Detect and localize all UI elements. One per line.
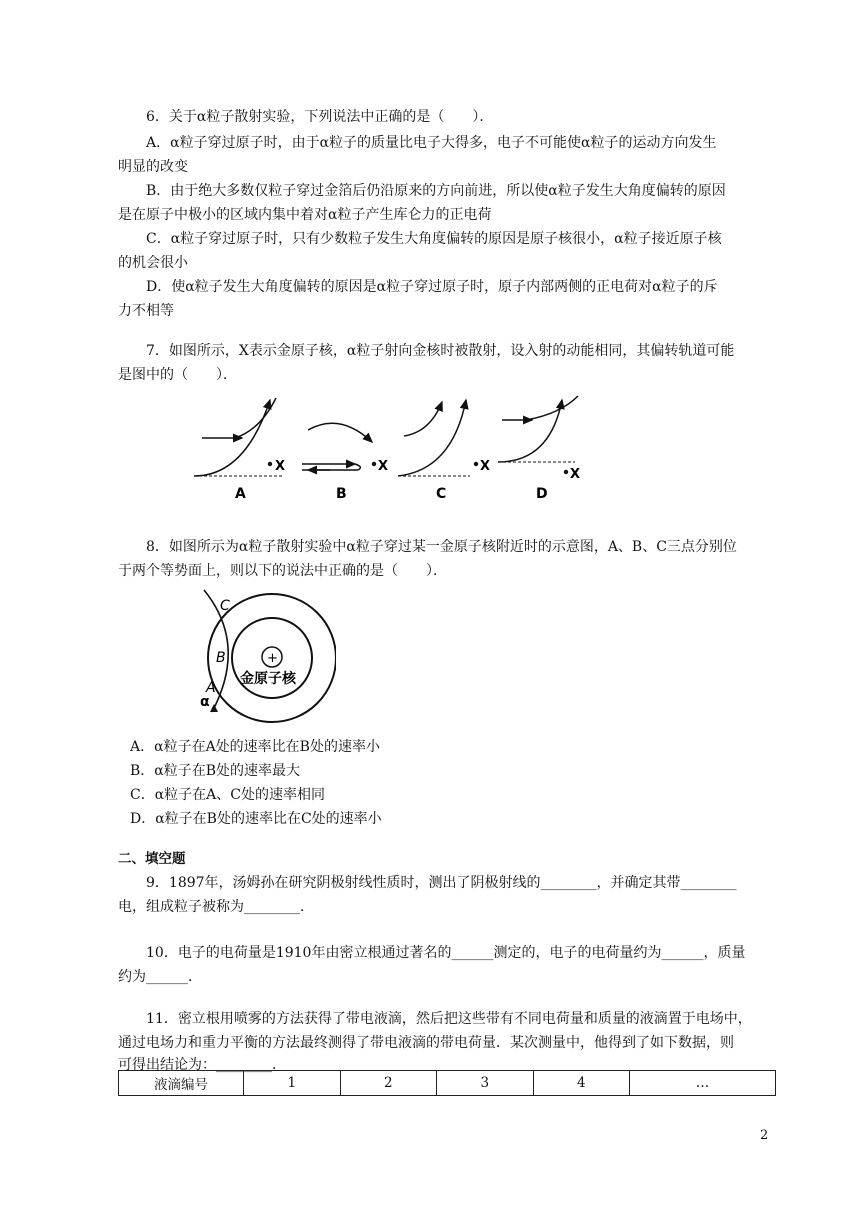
q7-stem-cont: 是图中的（ ）． (118, 367, 237, 383)
q8-point-c-label: C (220, 598, 230, 614)
q8-option-b: B．α粒子在B处的速率最大 (130, 763, 301, 779)
q6-option-c-cont: 的机会很小 (118, 255, 188, 271)
q8-stem-cont: 于两个等势面上，则以下的说法中正确的是（ ）． (118, 563, 447, 579)
q7-panel-a-label: A (235, 486, 246, 502)
q11-stem: 11．密立根用喷雾的方法获得了带电液滴，然后把这些带有不同电荷量和质量的液滴置于电场中， (146, 1011, 752, 1027)
q6-stem: 6．关于α粒子散射实验，下列说法中正确的是（ ）． (146, 109, 494, 125)
q8-alpha-label: α (200, 694, 210, 710)
q7-stem: 7．如图所示，X表示金原子核，α粒子射向金核时被散射，设入射的动能相同，其偏转轨道可能 (146, 343, 735, 359)
q8-option-d: D．α粒子在B处的速率比在C处的速率小 (130, 811, 382, 827)
table-header-cell: 液滴编号 (119, 1071, 244, 1096)
q7-panel-c-label: C (436, 486, 447, 502)
q7-panel-b-x-label: X (378, 459, 389, 474)
q8-option-c: C．α粒子在A、C处的速率相同 (130, 787, 325, 803)
q8-trajectory-arrow (210, 704, 218, 712)
q7-panel-d-label: D (536, 486, 548, 502)
q6-option-b: B．由于绝大多数仅粒子穿过金箔后仍沿原来的方向前进，所以使α粒子发生大角度偏转的原因 (146, 183, 726, 199)
q7-panel-c-x-label: X (480, 459, 491, 474)
q8-plus-sign: + (267, 651, 278, 666)
q8-equipotential-figure (196, 588, 336, 728)
q6-option-c: C．α粒子穿过原子时，只有少数粒子发生大角度偏转的原因是原子核很小，α粒子接近原子核 (146, 231, 722, 247)
q7-panel-b (302, 423, 388, 502)
q9-stem: 9．1897年，汤姆孙在研究阴极射线性质时，测出了阴极射线的________，并确定其带________ (146, 875, 737, 891)
q11-data-table (118, 1070, 776, 1096)
q11-stem-cont: 通过电场力和重力平衡的方法最终测得了带电液滴的带电荷量．某次测量中，他得到了如下数据，则 (118, 1035, 734, 1051)
q8-stem: 8．如图所示为α粒子散射实验中α粒子穿过某一金原子核附近时的示意图，A、B、C三点分别位 (146, 539, 737, 555)
q6-option-a-cont: 明显的改变 (118, 159, 188, 175)
q7-panel-b-label: B (336, 486, 347, 502)
q7-panel-d (498, 396, 580, 502)
q11-stem-cont-2: 可得出结论为：________． (118, 1057, 286, 1073)
q6-option-a: A．α粒子穿过原子时，由于α粒子的质量比电子大得多，电子不可能使α粒子的运动方向发生 (146, 135, 717, 151)
table-row (119, 1071, 776, 1096)
q6-option-b-cont: 是在原子中极小的区域内集中着对α粒子产生库仑力的正电荷 (118, 207, 492, 223)
q9-stem-cont: 电，组成粒子被称为________． (118, 899, 314, 915)
table-cell: 3 (437, 1071, 534, 1096)
q8-point-a-label: A (206, 680, 216, 696)
q8-nucleus-label: 金原子核 (240, 671, 296, 687)
q8-point-b-label: B (216, 650, 226, 666)
q6-option-d: D．使α粒子发生大角度偏转的原因是α粒子穿过原子时，原子内部两侧的正电荷对α粒子的斥 (146, 279, 718, 295)
q7-trajectory-figure (190, 390, 590, 505)
q8-option-a: A．α粒子在A处的速率比在B处的速率小 (130, 739, 380, 755)
q7-panel-c (398, 400, 490, 502)
q7-panel-a-x-label: X (275, 459, 286, 474)
q6-option-d-cont: 力不相等 (118, 303, 174, 319)
q7-panel-d-x-label: X (570, 467, 581, 482)
q10-stem-cont: 约为______． (118, 969, 202, 985)
page-number: 2 (760, 1128, 769, 1143)
table-cell: 1 (244, 1071, 341, 1096)
table-cell: … (630, 1071, 776, 1096)
section-title-fill-in: 二、填空题 (118, 851, 186, 867)
q7-panel-a (194, 398, 285, 502)
table-cell: 2 (340, 1071, 437, 1096)
table-cell: 4 (533, 1071, 630, 1096)
q10-stem: 10．电子的电荷量是1910年由密立根通过著名的______测定的，电子的电荷量约为______，质量 (146, 945, 746, 961)
